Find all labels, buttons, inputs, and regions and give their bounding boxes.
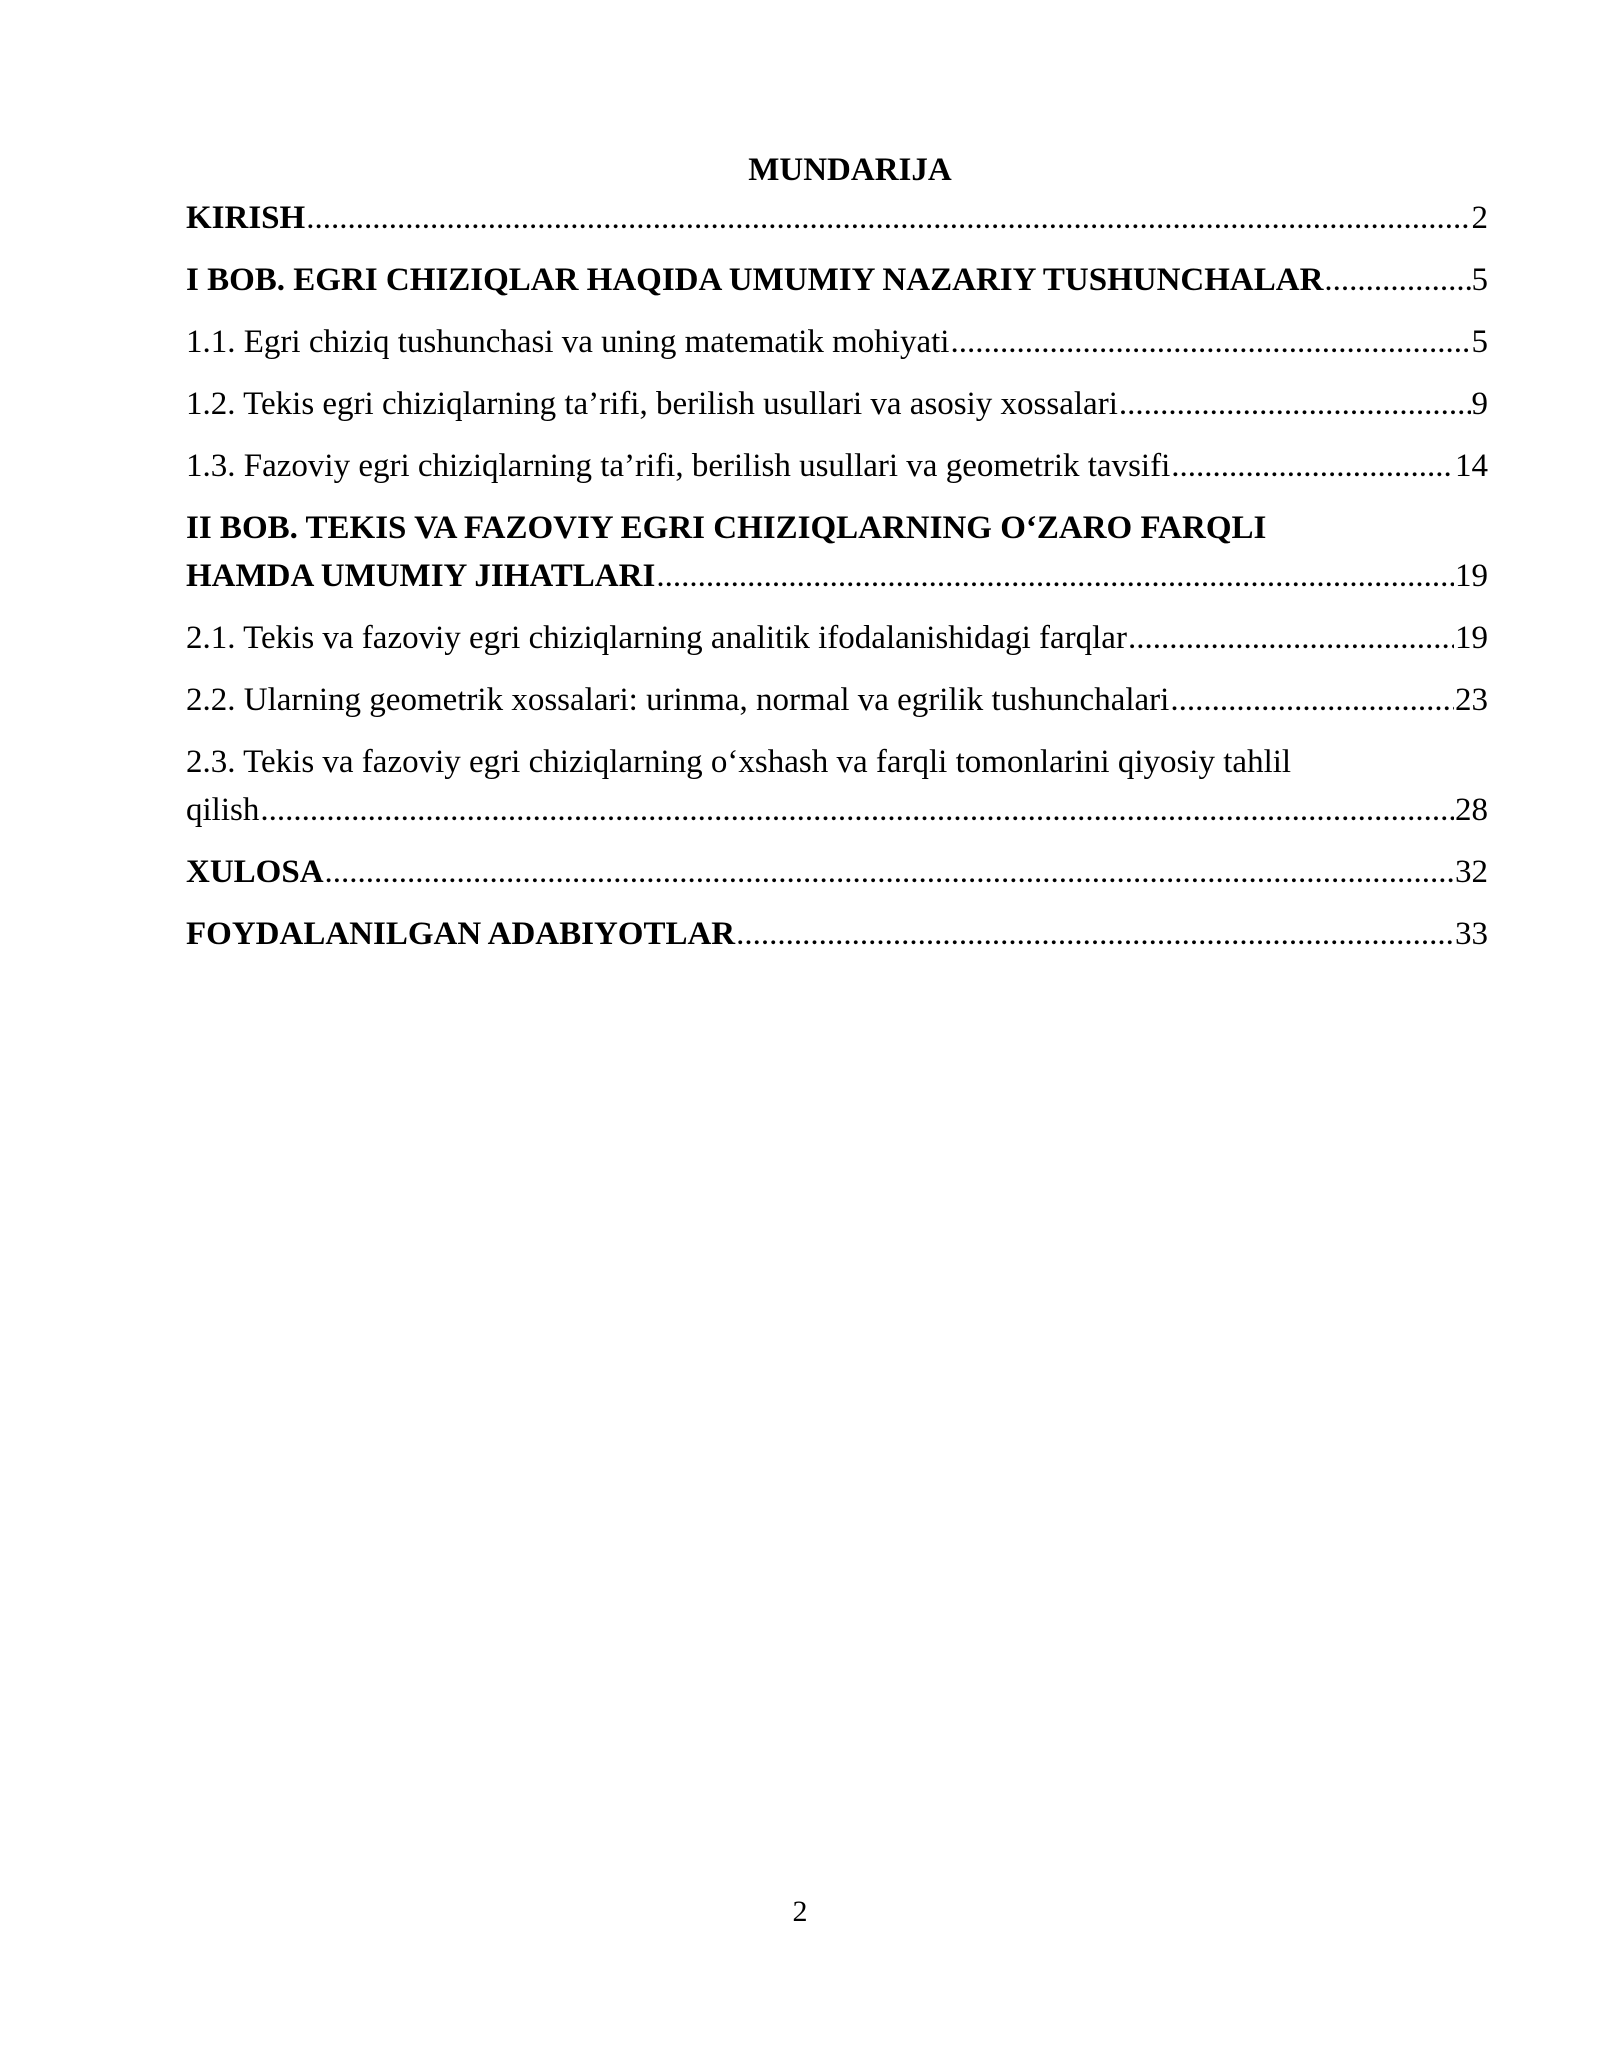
toc-entry-label-line1: 2.3. Tekis va fazoviy egri chiziqlarning o‘xshash va farqli tomonlarini qiyosiy tahlil (186, 744, 1292, 780)
toc-list (186, 194, 1488, 958)
toc-leader-dots (656, 552, 1454, 600)
toc-entry-label-line2: qilish (186, 792, 260, 828)
toc-entry-page: 5 (1471, 262, 1488, 298)
toc-entry-section-1-1[interactable] (186, 318, 1488, 366)
toc-entry-section-1-2[interactable] (186, 380, 1488, 428)
toc-leader-dots (1170, 676, 1454, 724)
toc-leader-dots (1119, 380, 1471, 428)
toc-entry-page: 28 (1455, 792, 1488, 828)
toc-leader-dots (1324, 256, 1470, 304)
toc-entry-page: 19 (1455, 558, 1488, 594)
toc-entry-section-2-1[interactable] (186, 614, 1488, 662)
toc-leader-dots (260, 786, 1454, 834)
toc-entry-xulosa[interactable] (186, 848, 1488, 896)
toc-entry-label-line2: HAMDA UMUMIY JIHATLARI (186, 558, 656, 594)
toc-leader-dots (1128, 614, 1454, 662)
toc-entry-label: 1.3. Fazoviy egri chiziqlarning ta’rifi, berilish usullari va geometrik tavsifi (186, 448, 1171, 484)
toc-title: MUNDARIJA (748, 152, 952, 188)
toc-entry-page: 2 (1471, 200, 1488, 236)
toc-entry-chapter-2[interactable] (186, 504, 1488, 600)
toc-leader-dots (950, 318, 1470, 366)
toc-entry-page: 5 (1471, 324, 1488, 360)
toc-entry-section-2-2[interactable] (186, 676, 1488, 724)
toc-entry-label: 1.1. Egri chiziq tushunchasi va uning matematik mohiyati (186, 324, 950, 360)
toc-entry-page: 23 (1455, 682, 1488, 718)
toc-entry-label-line1: II BOB. TEKIS VA FAZOVIY EGRI CHIZIQLARNING O‘ZARO FARQLI (186, 510, 1267, 546)
toc-entry-page: 14 (1455, 448, 1488, 484)
toc-leader-dots (1171, 442, 1454, 490)
toc-entry-label: XULOSA (186, 854, 324, 890)
toc-entry-label: FOYDALANILGAN ADABIYOTLAR (186, 916, 736, 952)
toc-entry-page: 33 (1455, 916, 1488, 952)
toc-entry-page: 9 (1471, 386, 1488, 422)
toc-leader-dots (306, 194, 1470, 242)
toc-entry-kirish[interactable] (186, 194, 1488, 242)
toc-entry-label: 1.2. Tekis egri chiziqlarning ta’rifi, berilish usullari va asosiy xossalari (186, 386, 1118, 422)
toc-entry-label: KIRISH (186, 200, 306, 236)
toc-entry-section-1-3[interactable] (186, 442, 1488, 490)
toc-entry-page: 19 (1455, 620, 1488, 656)
toc-entry-section-2-3[interactable] (186, 738, 1488, 834)
toc-entry-references[interactable] (186, 910, 1488, 958)
toc-leader-dots (736, 910, 1454, 958)
toc-entry-label: 2.2. Ularning geometrik xossalari: urinma, normal va egrilik tushunchalari (186, 682, 1170, 718)
toc-entry-label: I BOB. EGRI CHIZIQLAR HAQIDA UMUMIY NAZARIY TUSHUNCHALAR (186, 262, 1324, 298)
table-of-contents (186, 146, 1488, 958)
toc-entry-chapter-1[interactable] (186, 256, 1488, 304)
toc-entry-label: 2.1. Tekis va fazoviy egri chiziqlarning analitik ifodalanishidagi farqlar (186, 620, 1127, 656)
toc-leader-dots (325, 848, 1454, 896)
toc-entry-page: 32 (1455, 854, 1488, 890)
page-number: 2 (792, 1895, 808, 1928)
